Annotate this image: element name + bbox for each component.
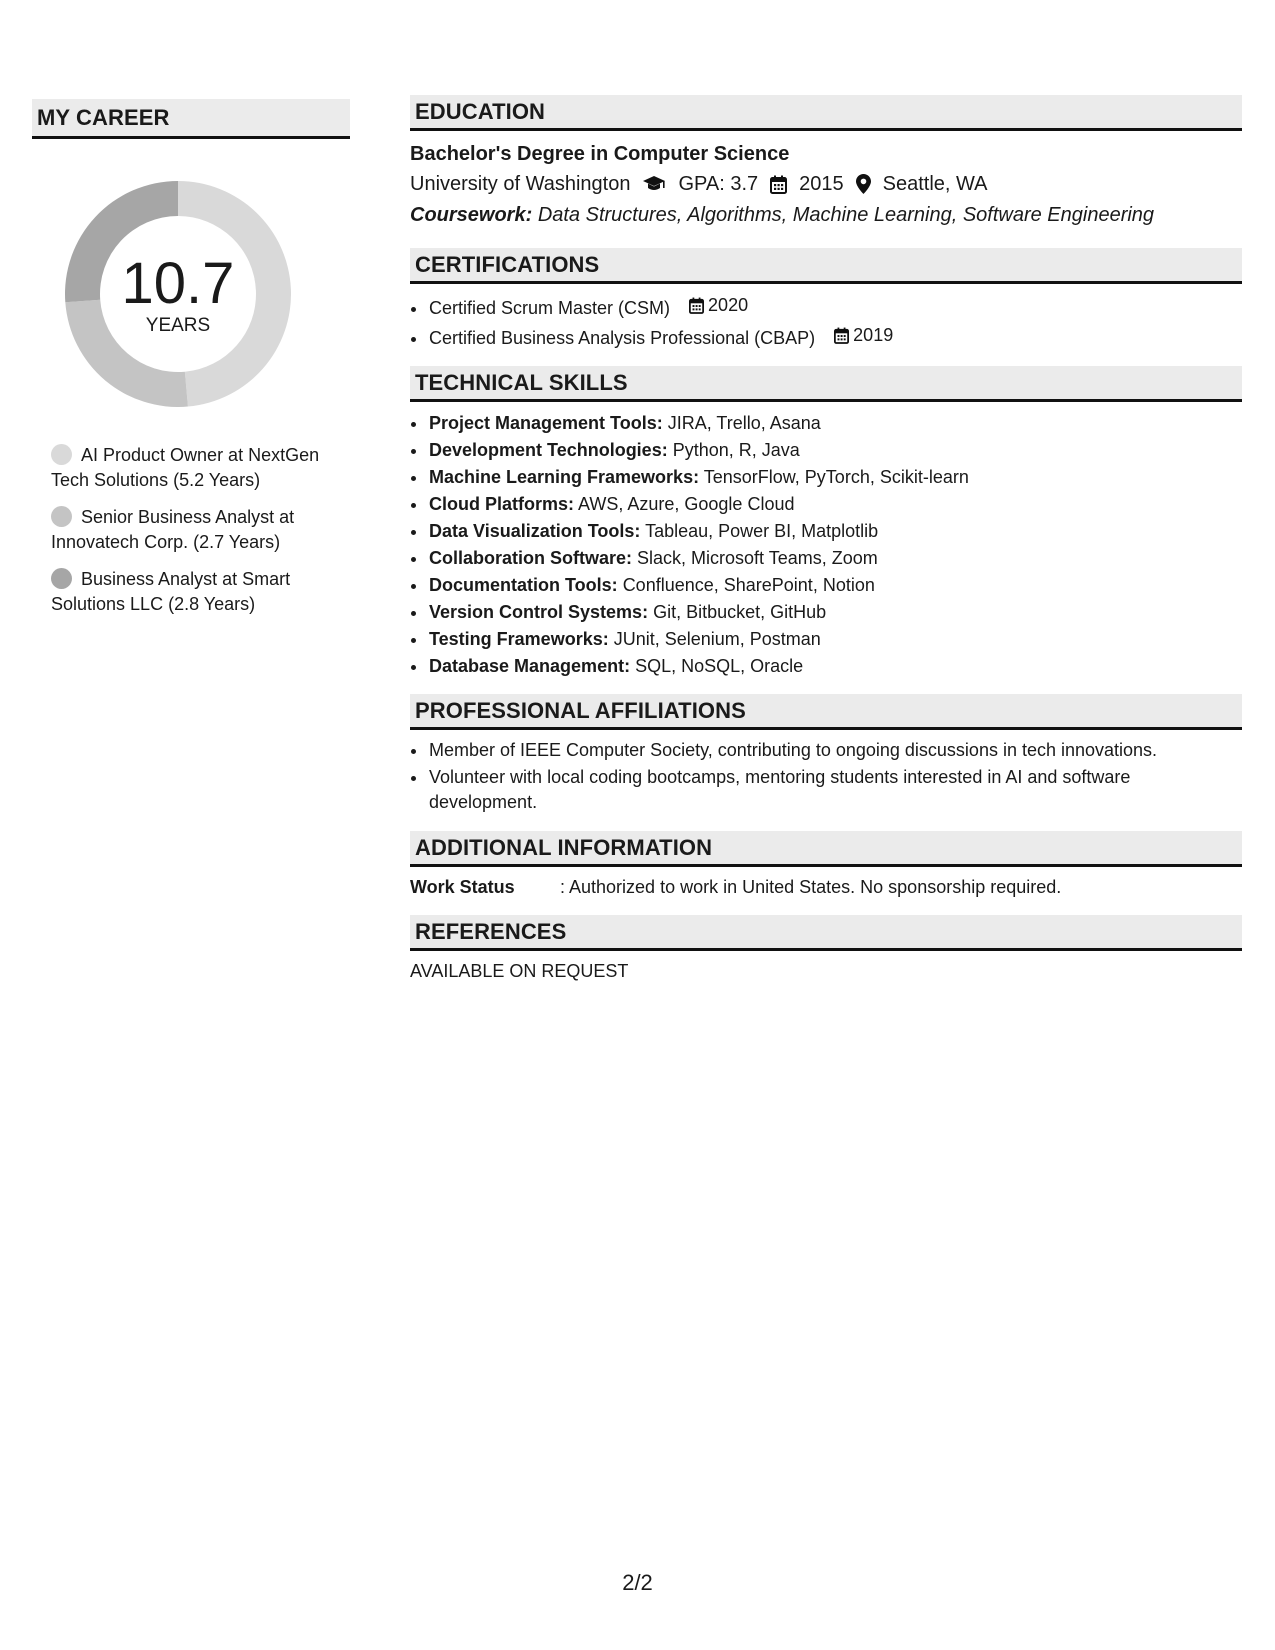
list-item [428,491,1242,518]
skill-label: Documentation Tools: [429,575,618,595]
certification-date [689,292,748,319]
skill-value: Confluence, SharePoint, Notion [622,575,875,595]
skill-value: JIRA, Trello, Asana [667,413,821,433]
skills-heading: TECHNICAL SKILLS [410,366,1242,402]
donut-center [65,181,291,407]
list-item [428,545,1242,572]
skill-label: Version Control Systems: [429,602,649,622]
skill-label: Project Management Tools: [429,413,663,433]
list-item: • Volunteer with local coding bootcamps, mentoring students interested in AI and software development. [428,765,1242,815]
career-sidebar [32,99,350,629]
skill-value: Git, Bitbucket, GitHub [653,602,827,622]
calendar-icon [689,297,704,314]
list-item [428,599,1242,626]
skill-label: Machine Learning Frameworks: [429,467,700,487]
certification-name: Certified Scrum Master (CSM) [429,298,671,318]
skill-label: Collaboration Software: [429,548,633,568]
list-item: • Member of IEEE Computer Society, contributing to ongoing discussions in tech innovations. [428,738,1242,763]
education-gpa: GPA: 3.7 [678,173,759,195]
legend-label: Business Analyst at Smart Solutions LLC (2.8 Years) [51,569,291,614]
graduation-cap-icon [642,175,666,193]
education-coursework [410,202,1242,228]
calendar-icon [770,175,787,194]
list-item [428,572,1242,599]
career-donut-chart [65,181,291,407]
skill-value: Python, R, Java [672,440,800,460]
list-item [428,410,1242,437]
calendar-icon [834,327,849,344]
skill-label: Development Technologies: [429,440,668,460]
skill-value: AWS, Azure, Google Cloud [578,494,795,514]
legend-label: Senior Business Analyst at Innovatech Corp. (2.7 Years) [51,507,295,552]
career-heading: MY CAREER [32,99,350,139]
legend-item [51,505,321,555]
education-location: Seattle, WA [882,173,988,195]
main-content [410,95,1242,982]
coursework-label: Coursework: [410,204,533,226]
certification-year: 2020 [708,295,749,315]
certifications-heading: CERTIFICATIONS [410,248,1242,284]
work-status-row [410,875,1242,899]
legend-dot-icon [51,444,72,465]
legend-dot-icon [51,506,72,527]
skills-list [410,410,1242,680]
legend-dot-icon [51,568,72,589]
certifications-list [410,292,1242,352]
references-heading: REFERENCES [410,915,1242,951]
certification-date [834,322,893,349]
legend-label: AI Product Owner at NextGen Tech Solutions (5.2 Years) [51,445,320,490]
education-details [410,171,1242,197]
additional-info-heading: ADDITIONAL INFORMATION [410,831,1242,867]
legend-item [51,443,321,493]
affiliations-list [410,738,1242,815]
affiliations-heading: PROFESSIONAL AFFILIATIONS [410,694,1242,730]
list-item [428,292,1242,322]
skill-value: Tableau, Power BI, Matplotlib [645,521,879,541]
legend-item [51,567,321,617]
skill-value: JUnit, Selenium, Postman [613,629,821,649]
references-text: AVAILABLE ON REQUEST [410,961,629,981]
skill-label: Cloud Platforms: [429,494,575,514]
list-item [428,464,1242,491]
page-number: 2/2 [622,1570,653,1595]
career-legend [51,443,321,617]
coursework-value: Data Structures, Algorithms, Machine Learning, Software Engineering [537,204,1155,226]
skill-value: SQL, NoSQL, Oracle [635,656,804,676]
list-item [428,518,1242,545]
work-status-value: : Authorized to work in United States. No sponsorship required. [560,877,1062,897]
list-item [428,653,1242,680]
map-marker-icon [856,174,871,194]
certification-name: Certified Business Analysis Professional (CBAP) [429,328,816,348]
education-heading: EDUCATION [410,95,1242,131]
list-item [428,626,1242,653]
education-year: 2015 [799,173,844,195]
certification-year: 2019 [853,325,894,345]
skill-value: TensorFlow, PyTorch, Scikit-learn [703,467,969,487]
education-school: University of Washington [410,173,631,195]
skill-value: Slack, Microsoft Teams, Zoom [637,548,878,568]
skill-label: Database Management: [429,656,631,676]
education-degree: Bachelor's Degree in Computer Science [410,143,790,165]
work-status-label: Work Status [410,877,515,897]
skill-label: Data Visualization Tools: [429,521,641,541]
total-years-label: YEARS [145,315,211,336]
total-years-value: 10.7 [121,251,235,316]
list-item [428,437,1242,464]
skill-label: Testing Frameworks: [429,629,609,649]
list-item [428,322,1242,352]
